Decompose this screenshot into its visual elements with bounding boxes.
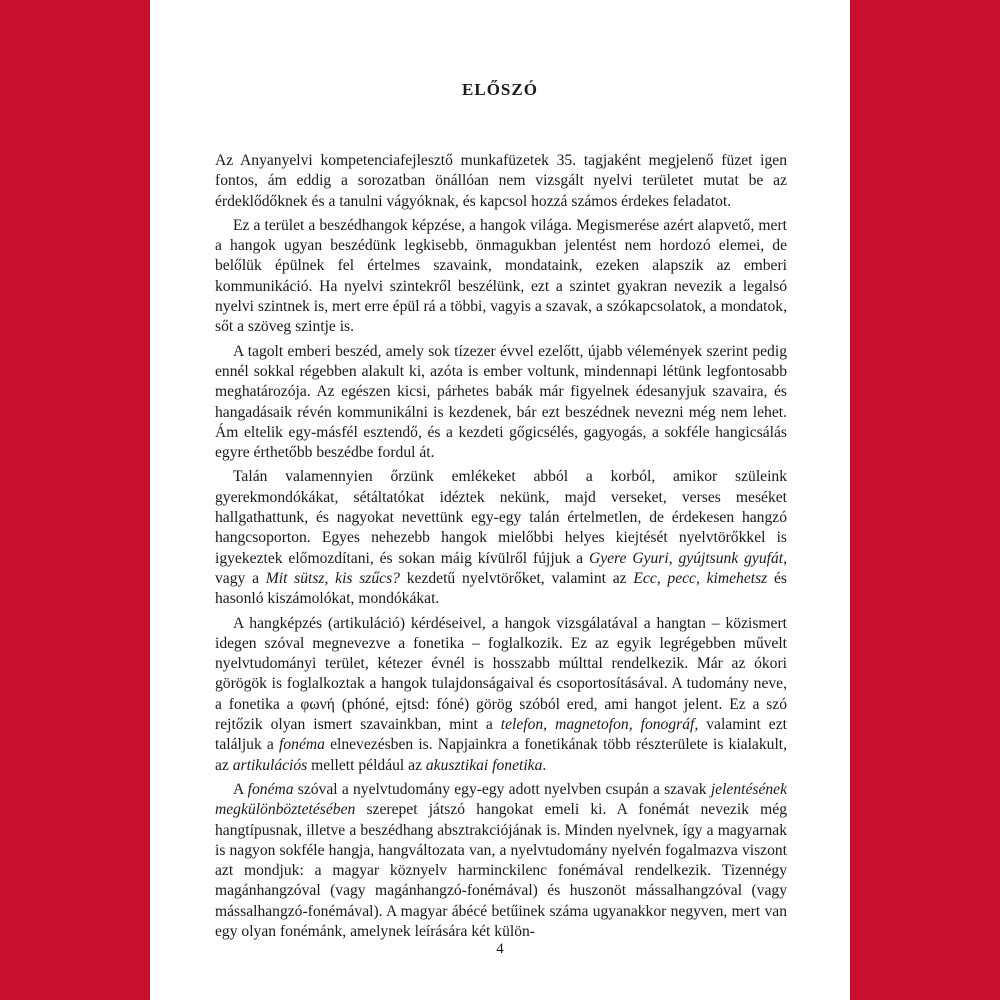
italic-run: akusztikai fonetika [425,756,543,774]
left-red-border [0,0,150,1000]
text-run: és hasonló kiszámolókat, mondókákat. [215,569,787,608]
italic-run: Mit sütsz, kis szűcs? [265,569,400,587]
text-run: elnevezésben is. Napjainkra a fonetikának több részterülete is kialakult, az [215,736,788,774]
text-run: A [233,780,248,798]
paragraph-2: Ez a terület a beszédhangok képzése, a hangok világa. Megismerése azért alapvető, mert a hangok ugyan beszédünk legkisebb, önmagukban jelentést nem hordozó elemei, de belőlük épülnek fel értelmes szavaink, mondataink, ezeken alapszik az emberi kommunikáció. Ha nyelvi szintekről beszélünk, ezt a szintet gyakran nevezik a legalsó nyelvi szintnek is, mert erre épül rá a többi, vagyis a szavak, a szókapcsolatok, a mondatok, sőt a szöveg szintje is. [215,216,787,336]
text-run: valamint ezt találjuk a [215,716,787,754]
paragraph-6 [215,780,787,942]
paragraph-4 [215,467,787,609]
text-run: Talán valamennyien őrzünk emlékeket abból a korból, amikor szüleink gyerekmondókákat, sétáltatókat idéztek nekünk, majd verseket, verses meséket hallgathattunk, és nagyokat nevettünk egy-egy talán értelmetlen, de érdekesen hangzó hangcsoporton. Egyes nehezebb hangok mielőbbi helyes kiejtését nyelvtörőkkel is igyekeztek előmozdítani, és sokan máig kívülről fújjuk a [215,468,787,567]
page-number: 4 [496,941,504,957]
page-title: ELŐSZÓ [462,80,538,99]
paragraph-1: Az Anyanyelvi kompetenciafejlesztő munkafüzetek 35. tagjaként megjelenő füzet igen fontos, ám eddig a sorozatban önállóan nem vizsgált nyelvi területet mutat be az érdeklődőknek és a tanulni vágyóknak, és kapcsol hozzá számos érdekes feladatot. [215,152,787,210]
right-red-border [850,0,1000,1000]
text-run: szerepet játszó hangokat emeli ki. A fonémát nevezik még hangtípusnak, illetve a beszédhang absztrakciójának is. Minden nyelvnek, így a magyarnak is nagyon sokféle hangja, hangváltozata van, a nyelvtudomány nyelvén fogalmazva viszont azt mondjuk: a magyar köznyelv harminckilenc fonémával rendelkezik. Tizennégy magánhangzóval (vagy magánhangzó-fonémával) és huszonöt mássalhangzóval (vagy mássalhangzó-fonémával). A magyar ábécé betűinek száma ugyanakkor negyven, mert van egy olyan fonémánk, amelynek leírására két külön- [215,801,787,940]
italic-run: Ecc, pecc, kimehetsz [633,569,768,587]
text-run: . [542,756,547,774]
text-run: , vagy a [215,549,787,587]
text-run: mellett például az [307,756,426,774]
paragraph-5 [215,614,787,776]
paragraph-3: A tagolt emberi beszéd, amely sok tízezer évvel ezelőtt, újabb vélemények szerint pedig ennél sokkal régebben alakult ki, azóta is ember voltunk, mindennapi létünk legfontosabb meghatározója. Az egészen kicsi, párhetes babák már figyelnek édesanyjuk szavaira, és hangadásaik révén kommunikálni is kezdenek, bár ezt beszédnek nevezni még nem lehet. Ám eltelik egy-másfél esztendő, és a kezdeti gőgicsélés, gagyogás, a sokféle hangicsálás egyre érthetőbb beszédbe fordul át. [215,342,787,462]
italic-run: Gyere Gyuri, gyújtsunk gyufát [588,549,784,567]
italic-run: fonéma [279,736,325,754]
text-run: A hangképzés (artikuláció) kérdéseivel, a hangok vizsgálatával a hangtan – közismert idegen szóval megnevezve a fonetika – foglalkozik. Ez az egyik legrégebben művelt nyelvtudományi terület, kétezer évnél is hosszabb múlttal rendelkezik. Már az ókori görögök is foglalkoztak a hangok tulajdonságaival és csoportosításával. A tudomány neve, a fonetika a φωνή (phóné, ejtsd: fóné) görög szóból ered, ami hangot jelent. Ez a szó rejtőzik olyan ismert szavainkban, mint a [215,614,787,734]
text-run: szóval a nyelvtudomány egy-egy adott nyelvben csupán a szavak [293,780,711,798]
book-page [150,0,850,1000]
text-run: kezdetű nyelvtörőket, valamint az [399,569,634,587]
italic-run: jelentésének megkülönböztetésében [215,780,787,819]
italic-run: telefon, magnetofon, fonográf, [500,716,699,734]
italic-run: fonéma [247,780,294,798]
italic-run: artikulációs [232,756,308,774]
body-text [215,151,787,946]
